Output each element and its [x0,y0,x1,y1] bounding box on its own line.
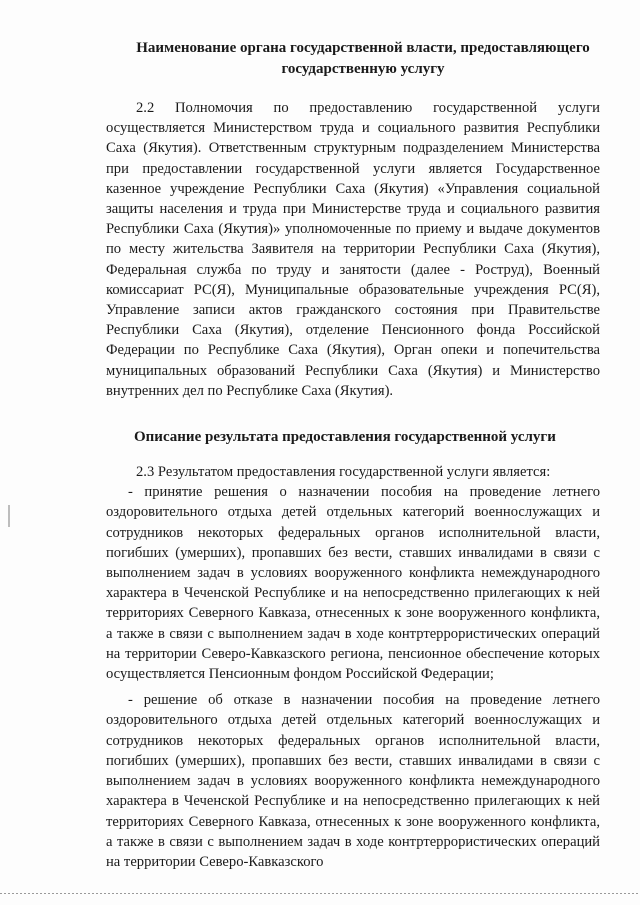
section-heading-authority: Наименование органа государственной власти, предоставляющего государственную услугу [136,40,590,77]
result-item-grant: - принятие решения о назначении пособия на проведение летнего оздоровительного отдыха детей отдельных категорий военнослужащих и сотрудников некоторых федеральных органов исполнительной власти, погибших (умерших), пропавших без вести, ставших инвалидами в связи с выполнением задач в условиях вооруженного конфликта немеждународного характера в Чеченской Республике и на непосредственно прилегающих к ней территориях Северного Кавказа, отнесенных к зоне вооруженного конфликта, а также в связи с выполнением задач в ходе контртеррористических операций на территории Северо-Кавказского региона, пенсионное обеспечение которых осуществляется Пенсионным фондом Российской Федерации; [106,484,600,683]
document-content [106,38,600,872]
paragraph-2-3-intro: 2.3 Результатом предоставления государственной услуги является: [136,464,551,481]
scan-edge-mark [8,505,10,527]
result-item-refusal: - решение об отказе в назначении пособия на проведение летнего оздоровительного отдыха детей отдельных категорий военнослужащих и сотрудников некоторых федеральных органов исполнительной власти, погибших (умерших), пропавших без вести, ставших инвалидами в связи с выполнением задач в условиях вооруженного конфликта немеждународного характера в Чеченской Республике и на непосредственно прилегающих к ней территориях Северного Кавказа, отнесенных к зоне вооруженного конфликта, а также в связи с выполнением задач в ходе контртеррористических операций на территории Северо-Кавказского [106,692,600,870]
section-heading-result: Описание результата предоставления государственной услуги [134,429,556,446]
paragraph-2-2: 2.2 Полномочия по предоставлению государственной услуги осуществляется Министерством труда и социального развития Республики Саха (Якутия). Ответственным структурным подразделением Министерства при предоставлении государственной услуги является Государственное казенное учреждение Республики Саха (Якутия) «Управления социальной защиты населения и труда при Министерстве труда и социального развития Республики Саха (Якутия)» уполномоченные по приему и выдаче документов по месту жительства Заявителя на территории Республики Саха (Якутия), Федеральная служба по труду и занятости (далее - Роструд), Военный комиссариат РС(Я), Муниципальные образовательные учреждения РС(Я), Управление записи актов гражданского состояния при Правительстве Республики Саха (Якутия), отделение Пенсионного фонда Российской Федерации по Республике Саха (Якутия), Орган опеки и попечительства муниципальных образований Республики Саха (Якутия) и Министерство внутренних дел по Республике Саха (Якутия). [106,100,600,399]
scan-bottom-edge [0,893,640,894]
